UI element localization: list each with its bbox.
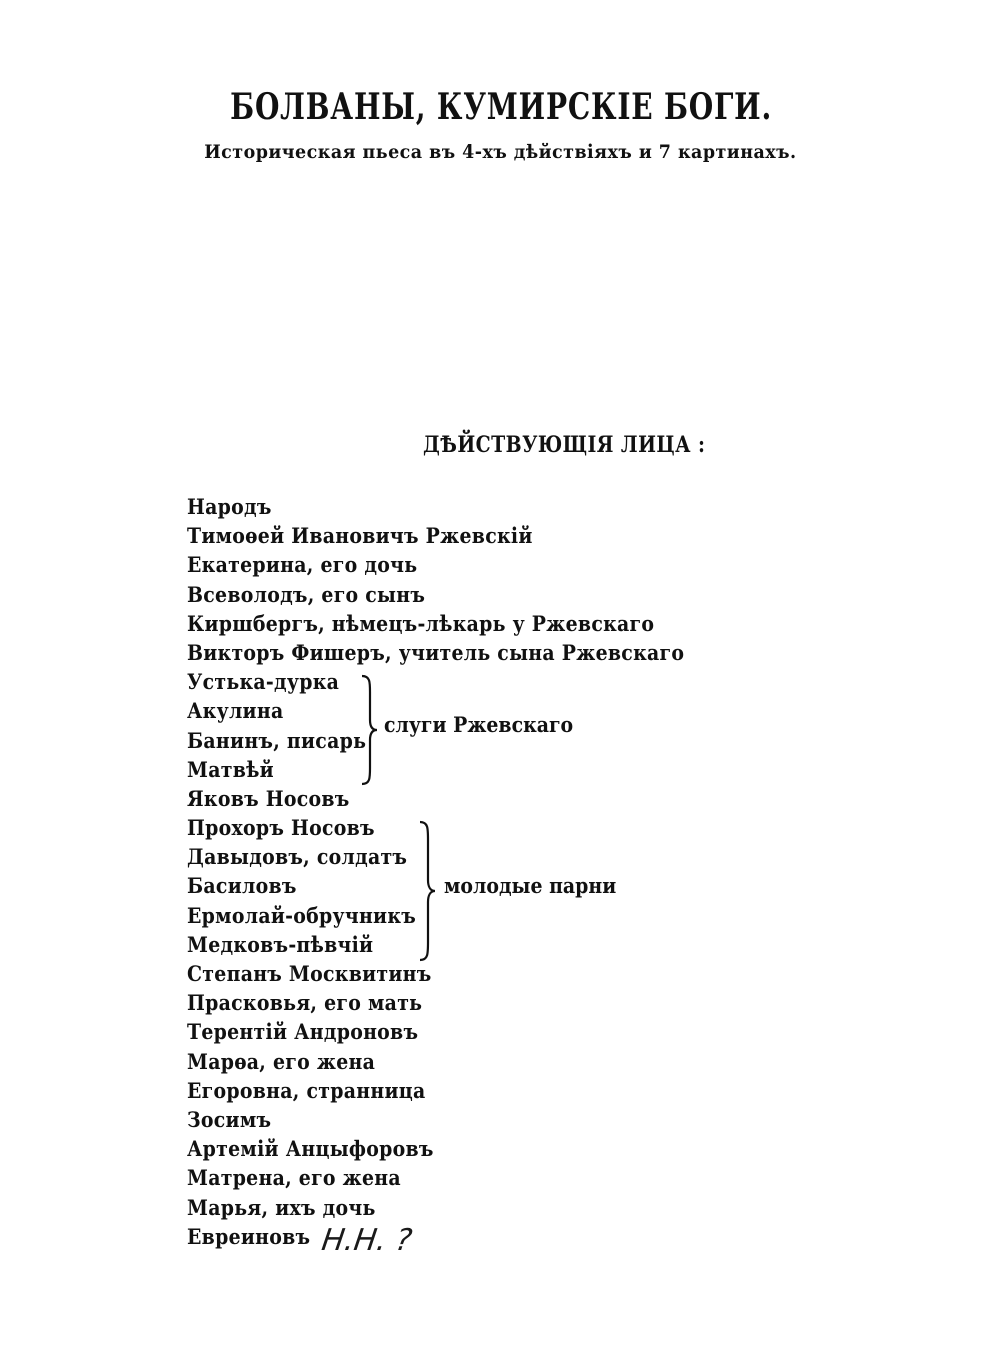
handwritten-annotation: Н.Н. ? [319,1223,415,1258]
cast-item: Матвѣй [187,756,274,782]
cast-item: Викторъ Фишеръ, учитель сына Ржевскаго [187,639,685,665]
servants-brace [360,674,378,786]
cast-item: Егоровна, странница [187,1077,426,1103]
cast-item: Прохоръ Носовъ [187,815,375,841]
play-title: БОЛВАНЫ, КУМИРСКІЕ БОГИ. [230,86,773,128]
cast-item: Медковъ-пѣвчій [187,931,374,957]
cast-item: Киршбергъ, нѣмецъ-лѣкарь у Ржевскаго [187,610,655,636]
cast-item: Всеволодъ, его сынъ [187,581,426,607]
cast-list [187,492,740,1251]
youths-brace [418,820,436,962]
cast-item: Ермолай-обручникъ [187,902,417,928]
cast-item: Банинъ, писарь [187,727,367,753]
play-subtitle: Историческая пьеса въ 4-хъ дѣйствіяхъ и 7 картинахъ. [204,141,797,163]
cast-item: Артемій Анцыфоровъ [187,1136,434,1162]
cast-item: Басиловъ [187,873,297,899]
cast-item: Акулина [187,698,284,724]
cast-item: Народъ [187,494,272,519]
cast-item: Марья, ихъ дочь [187,1194,376,1220]
cast-heading: ДѢЙСТВУЮЩІЯ ЛИЦА : [423,432,706,458]
cast-item: Евреиновъ [187,1223,311,1249]
cast-item: Устька-дурка [187,669,340,695]
servants-group-label: слуги Ржевскаго [384,712,574,737]
cast-item: Зосимъ [187,1106,272,1132]
cast-item: Матрена, его жена [187,1165,401,1191]
cast-item: Терентій Андроновъ [187,1019,419,1045]
youths-group-label: молодые парни [444,873,617,898]
cast-item: Степанъ Москвитинъ [187,961,432,986]
cast-item: Давыдовъ, солдатъ [187,844,408,870]
cast-item: Прасковья, его мать [187,990,423,1016]
cast-item: Екатерина, его дочь [187,552,418,578]
cast-item: Яковъ Носовъ [187,785,350,811]
cast-item: Марѳа, его жена [187,1048,376,1074]
cast-item: Тимоѳей Ивановичъ Ржевскій [187,523,533,549]
